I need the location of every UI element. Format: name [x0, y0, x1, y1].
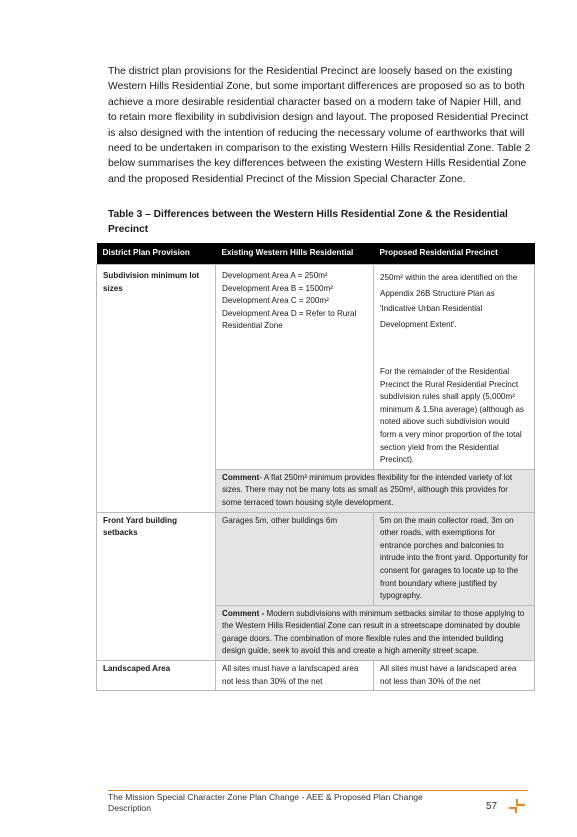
comment-cell: [216, 605, 535, 660]
existing-line: Development Area A = 250m²: [222, 271, 328, 280]
footer-divider: [108, 790, 528, 791]
footer-line-1: The Mission Special Character Zone Plan Change - AEE & Proposed Plan Change: [108, 792, 423, 802]
existing-cell: [216, 661, 374, 691]
proposed-cell: [374, 265, 535, 470]
proposed-text: 5m on the main collector road, 3m on other roads, with exemptions for entrance porches and balconies to intrude into the front yard. Opportunity for consent for garages to locate up to the front boundary where justified by typography.: [380, 515, 529, 601]
provision-cell: [97, 512, 216, 661]
existing-line: Development Area B = 1500m²: [222, 283, 333, 293]
header-provision: District Plan Provision: [97, 243, 216, 265]
existing-text: All sites must have a landscaped area not less than 30% of the net: [222, 664, 359, 686]
provision-label: Subdivision minimum lot sizes: [103, 271, 200, 293]
comment-label: Comment: [222, 472, 260, 482]
differences-table: [96, 243, 535, 691]
footer-text: [108, 792, 468, 814]
proposed-text: All sites must have a landscaped area not less than 30% of the net: [380, 664, 517, 686]
provision-cell: [97, 661, 216, 691]
corner-bracket-logo-icon: [506, 798, 528, 814]
comment-text: Modern subdivisions with minimum setbacks similar to those applying to the Western Hills Residential Zone can result in a streetscape dominated by double garage doors. The combination of more flexible rules and the intended building design guide, seek to avoid this and create a high amenity street scape.: [222, 608, 525, 656]
provision-label: Front Yard building setbacks: [103, 515, 178, 538]
proposed-cell: [374, 512, 535, 605]
provision-label: Landscaped Area: [103, 664, 171, 674]
table-caption: Table 3 – Differences between the Western Hills Residential Zone & the Residential Precinct: [108, 209, 508, 236]
footer-line-2: Description: [108, 803, 151, 813]
existing-cell: [216, 265, 374, 470]
header-proposed: Proposed Residential Precinct: [374, 243, 535, 265]
table-row: [97, 512, 535, 605]
existing-text: Garages 5m, other buildings 6m: [222, 515, 338, 525]
table-row: [97, 265, 535, 470]
existing-line: Development Area D = Refer to Rural Residential Zone: [222, 308, 357, 331]
comment-cell: [216, 469, 535, 512]
table-header-row: [97, 243, 535, 265]
page-number: 57: [486, 801, 498, 812]
existing-cell: [216, 512, 374, 605]
header-existing: Existing Western Hills Residential: [216, 243, 374, 265]
provision-cell: [97, 265, 216, 513]
existing-line: Development Area C = 200m²: [222, 296, 329, 306]
proposed-text: 250m² within the area identified on the Appendix 26B Structure Plan as 'Indicative Urban Residential Development Extent'.: [380, 273, 518, 329]
comment-text: - A flat 250m² minimum provides flexibility for the intended variety of lot sizes. There may not be many lots as small as 250m², although this provides for some terraced town housing style development.: [222, 472, 513, 507]
proposed-text: For the remainder of the Residential Precinct the Rural Residential Precinct subdivision rules shall apply (5,000m² minimum & 1.5ha average) (although as noted above such subdivision would form a very minor proportion of the total section yield from the Residential Precinct).: [380, 367, 524, 465]
table-row: [97, 661, 535, 691]
comment-label: Comment -: [222, 608, 265, 618]
intro-paragraph: The district plan provisions for the Residential Precinct are loosely based on the existing Western Hills Residential Zone, but some important differences are proposed so as to both achieve a more desirable residential character based on a modern take of Napier Hill, and to retain more flexibility in subdivision design and layout. The proposed Residential Precinct is also designed with the intention of reducing the necessary volume of earthworks that will need to be undertaken in comparison to the existing Western Hills Residential Zone. Table 2 below summarises the key differences between the existing Western Hills Residential Zone and the proposed Residential Precinct of the Mission Special Character Zone.: [108, 66, 531, 185]
proposed-cell: [374, 661, 535, 691]
